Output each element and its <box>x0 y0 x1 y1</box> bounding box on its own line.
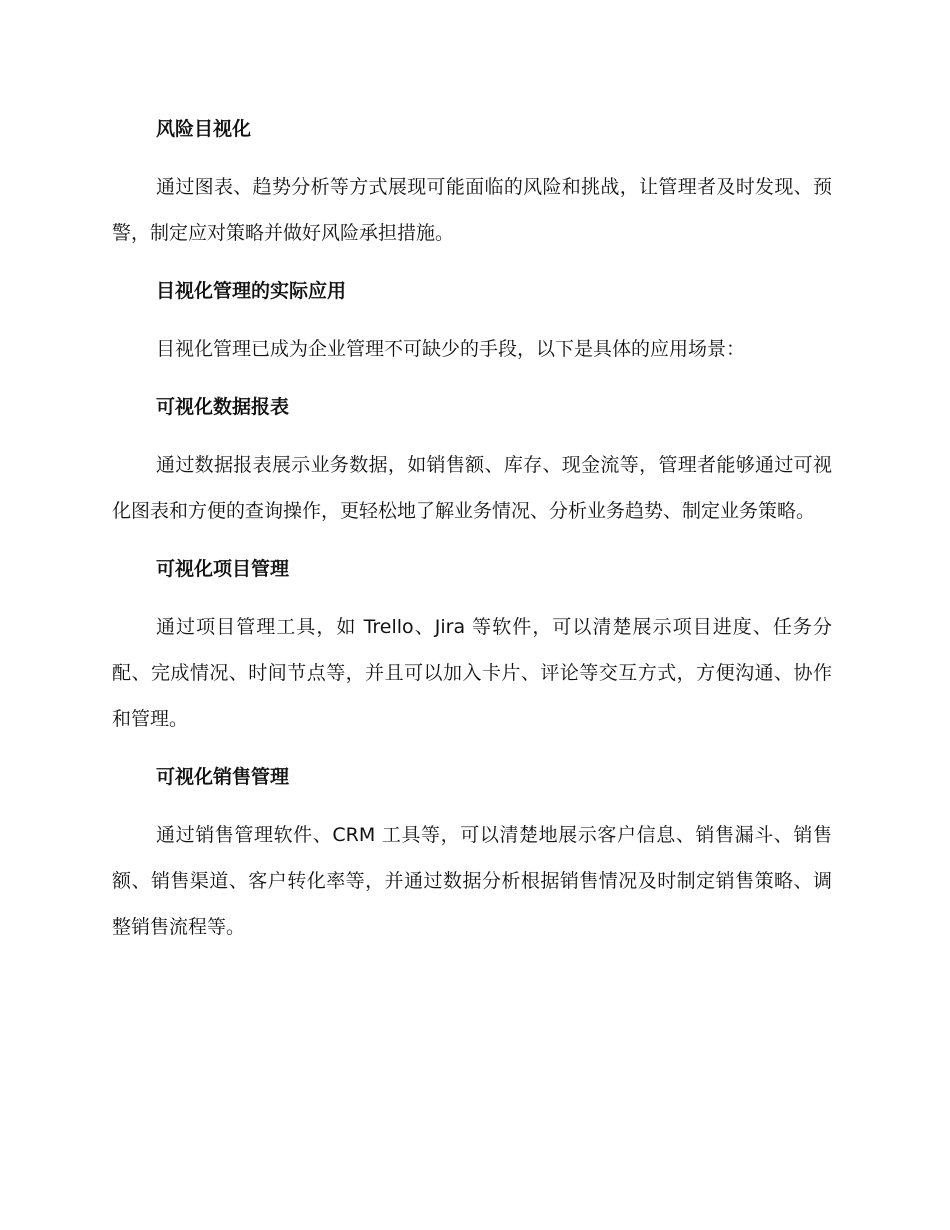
document-body <box>112 106 832 962</box>
section-heading-project-management: 可视化项目管理 <box>156 558 290 580</box>
section-heading-practical-application: 目视化管理的实际应用 <box>156 280 347 302</box>
section-heading-data-reports: 可视化数据报表 <box>156 396 290 418</box>
section-body-sales-management: 通过销售管理软件、CRM 工具等，可以清楚地展示客户信息、销售漏斗、销售额、销售渠道、客户转化率等，并通过数据分析根据销售情况及时制定销售策略、调整销售流程等。 <box>112 824 832 938</box>
section-heading-risk-visualization: 风险目视化 <box>156 118 252 140</box>
section-body-data-reports: 通过数据报表展示业务数据，如销售额、库存、现金流等，管理者能够通过可视化图表和方便的查询操作，更轻松地了解业务情况、分析业务趋势、制定业务策略。 <box>112 454 832 522</box>
section-heading-sales-management: 可视化销售管理 <box>156 766 290 788</box>
section-body-practical-application: 目视化管理已成为企业管理不可缺少的手段，以下是具体的应用场景： <box>156 338 746 360</box>
section-body-project-management: 通过项目管理工具，如 Trello、Jira 等软件，可以清楚展示项目进度、任务分配、完成情况、时间节点等，并且可以加入卡片、评论等交互方式，方便沟通、协作和管理。 <box>112 616 832 730</box>
section-body-risk-visualization: 通过图表、趋势分析等方式展现可能面临的风险和挑战，让管理者及时发现、预警，制定应对策略并做好风险承担措施。 <box>112 176 832 244</box>
